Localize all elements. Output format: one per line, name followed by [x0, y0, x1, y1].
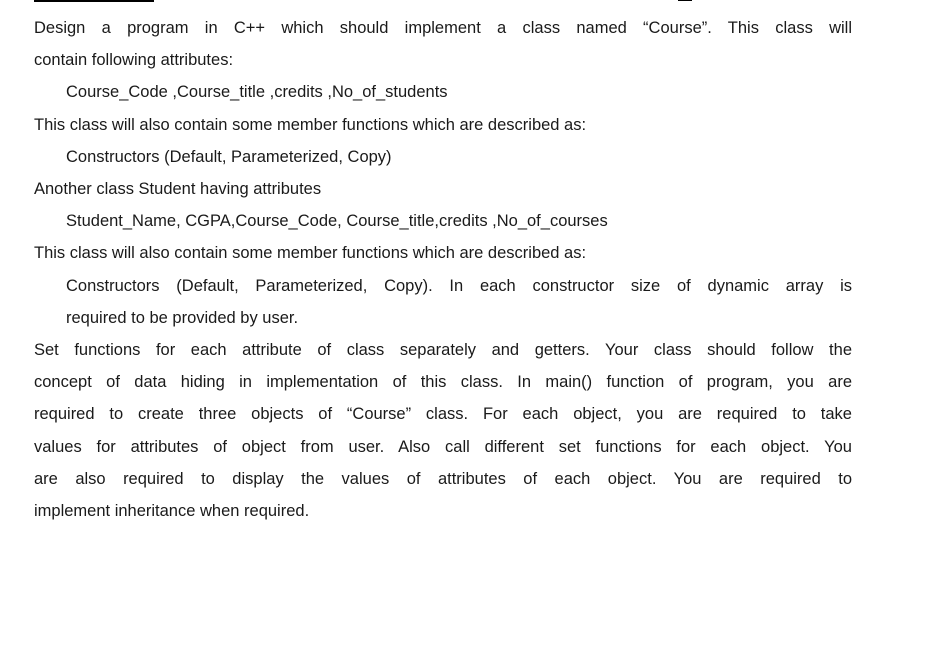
top-edge-mark	[678, 0, 692, 1]
assignment-document	[34, 12, 852, 527]
heading-underline	[34, 0, 154, 2]
final-line-3: required to create three objects of “Course” class. For each object, you are required to take	[34, 405, 852, 424]
student-constructors	[34, 270, 852, 334]
course-member-intro: This class will also contain some member functions which are described as:	[34, 115, 587, 134]
student-constructors-line-2: required to be provided by user.	[66, 308, 299, 327]
student-intro: Another class Student having attributes	[34, 180, 322, 199]
final-line-4: values for attributes of object from user. Also call different set functions for each object. You	[34, 437, 852, 456]
final-line-6: implement inheritance when required.	[34, 502, 310, 521]
course-constructors: Constructors (Default, Parameterized, Copy)	[66, 147, 392, 166]
final-line-1: Set functions for each attribute of class separately and getters. Your class should follow the	[34, 341, 852, 360]
intro-line-1: Design a program in C++ which should implement a class named “Course”. This class will	[34, 19, 852, 37]
course-attributes: Course_Code ,Course_title ,credits ,No_of_students	[66, 83, 448, 102]
student-member-intro: This class will also contain some member functions which are described as:	[34, 244, 587, 263]
final-line-2: concept of data hiding in implementation of this class. In main() function of program, you are	[34, 373, 852, 392]
final-line-5: are also required to display the values of attributes of each object. You are required to	[34, 469, 852, 488]
intro-line-2: contain following attributes:	[34, 51, 234, 70]
student-attributes: Student_Name, CGPA,Course_Code, Course_title,credits ,No_of_courses	[66, 212, 608, 231]
student-constructors-line-1: Constructors (Default, Parameterized, Copy). In each constructor size of dynamic array is	[66, 276, 852, 295]
